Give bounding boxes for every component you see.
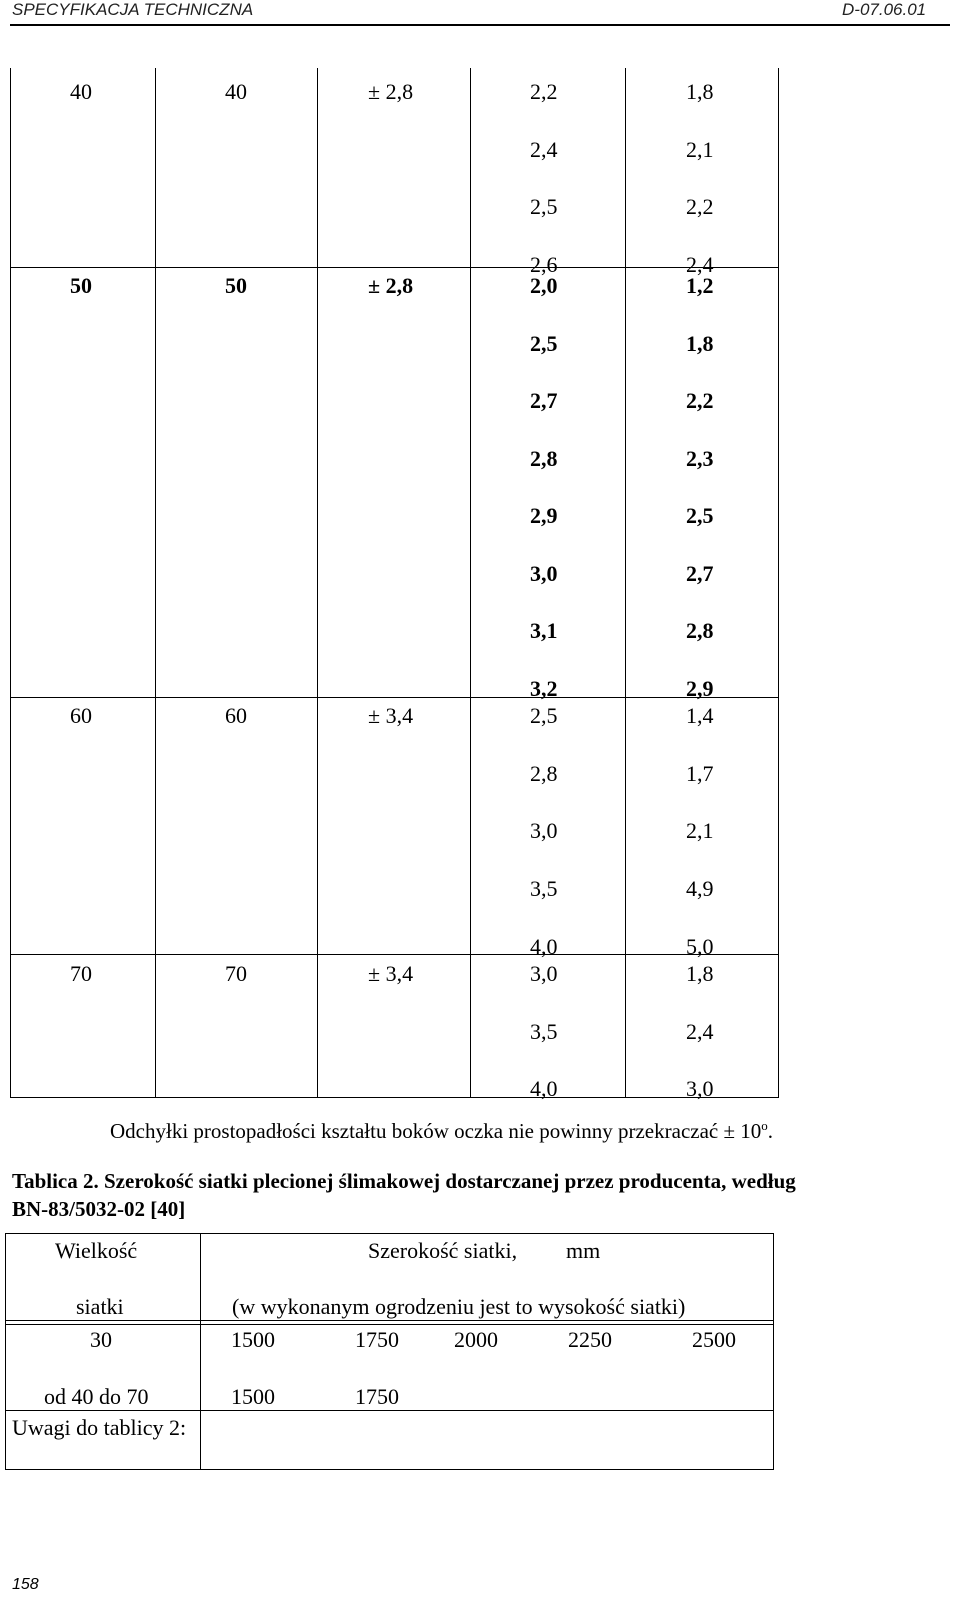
table1-cell-value: 4,0 xyxy=(530,933,558,959)
table2-cell: 2500 xyxy=(692,1327,736,1352)
table1-cell-value: 3,0 xyxy=(530,818,558,844)
table2-cell-size: 30 xyxy=(90,1327,112,1352)
table1-cell-value: 3,0 xyxy=(530,961,558,986)
table2-border-top xyxy=(5,1233,774,1234)
table1-cell-value: 2,9 xyxy=(686,675,714,701)
table1-cell-value: 3,0 xyxy=(530,560,558,586)
table2-cell: 1750 xyxy=(355,1327,399,1352)
table1-row-separator xyxy=(10,954,779,955)
table1-cell-size-a: 60 xyxy=(70,703,92,728)
table1-cell-size-a: 50 xyxy=(70,273,92,298)
table1-cell-tolerance: ± 3,4 xyxy=(368,961,414,986)
table1-cell-value: 2,2 xyxy=(686,194,714,219)
table2-border-left xyxy=(5,1233,6,1469)
table2-cell: 2000 xyxy=(454,1327,498,1352)
table1-border-bottom xyxy=(10,1097,779,1098)
table2-divider xyxy=(200,1233,201,1469)
table1-cell-value: 2,4 xyxy=(686,1018,714,1044)
table1-cell-value: 5,0 xyxy=(686,933,714,959)
tolerance-note: Odchyłki prostopadłości kształtu boków oczka nie powinny przekraczać ± $10^o$. xyxy=(110,1118,773,1143)
table1-cell-value: 1,8 xyxy=(686,79,714,104)
table2-remarks: Uwagi do tablicy 2: xyxy=(12,1415,187,1440)
table1-cell-value: 2,3 xyxy=(686,445,714,471)
table1-cell-value: 2,9 xyxy=(530,503,558,528)
table2-cell: 1500 xyxy=(231,1384,275,1409)
table1-cell-value: 3,1 xyxy=(530,618,558,643)
page-number: 158 xyxy=(12,1576,39,1593)
table1-cell-value: 2,0 xyxy=(530,273,558,298)
table1-cell-value: 1,4 xyxy=(686,703,714,728)
table2-cell: 1750 xyxy=(355,1384,399,1409)
table2-head-size-sub: siatki xyxy=(76,1294,124,1319)
table1-cell-value: 4,9 xyxy=(686,876,714,902)
table1-cell-size-b: 60 xyxy=(225,703,247,728)
table1-cell-value: 2,1 xyxy=(686,136,714,162)
table1-cell-value: 2,4 xyxy=(530,136,558,162)
table1-row-separator xyxy=(10,697,779,698)
table2-head-width-sub: (w wykonanym ogrodzeniu jest to wysokość siatki) xyxy=(232,1294,686,1319)
table1-cell-value: 2,5 xyxy=(530,194,558,219)
table1-cell-value: 3,2 xyxy=(530,675,558,701)
table1-cell-value: 2,4 xyxy=(686,251,714,277)
header-code: D-07.06.01 xyxy=(842,0,927,19)
table1-cell-value: 2,7 xyxy=(530,388,558,413)
table2-head-size: Wielkość xyxy=(55,1238,138,1263)
table1-cell-value: 1,8 xyxy=(686,961,714,986)
table2-border-bottom xyxy=(5,1469,774,1470)
table1-divider xyxy=(317,68,318,1098)
table1-row-separator xyxy=(10,267,779,268)
table1-cell-value: 3,5 xyxy=(530,1018,558,1044)
table2-head-unit: mm xyxy=(566,1238,601,1263)
table1-cell-value: 2,5 xyxy=(530,703,558,728)
table1-cell-tolerance: ± 2,8 xyxy=(368,273,414,298)
table2-header-rule xyxy=(5,1320,774,1321)
table1-cell-value: 2,6 xyxy=(530,251,558,277)
table1-cell-value: 2,5 xyxy=(530,330,558,356)
table-2-caption-line1: Tablica 2. Szerokość siatki plecionej ślimakowej dostarczanej przez producenta, według xyxy=(12,1169,796,1193)
table1-cell-value: 4,0 xyxy=(530,1076,558,1101)
header-title: SPECYFIKACJA TECHNICZNA xyxy=(12,0,254,19)
table1-border-left xyxy=(10,68,11,1098)
table1-divider xyxy=(155,68,156,1098)
table1-border-right xyxy=(778,68,779,1098)
table1-cell-size-b: 50 xyxy=(225,273,247,298)
table1-cell-size-a: 40 xyxy=(70,79,92,104)
table1-cell-value: 3,0 xyxy=(686,1076,714,1101)
table1-cell-value: 2,8 xyxy=(530,445,558,471)
table1-cell-value: 2,8 xyxy=(530,760,558,786)
table2-cell: 2250 xyxy=(568,1327,612,1352)
table2-row-separator xyxy=(5,1410,774,1411)
table1-cell-value: 1,2 xyxy=(686,273,714,298)
table1-cell-size-b: 70 xyxy=(225,961,247,986)
table2-header-rule xyxy=(5,1324,774,1325)
table1-divider xyxy=(470,68,471,1098)
table1-cell-value: 1,8 xyxy=(686,330,714,356)
table1-cell-value: 3,5 xyxy=(530,876,558,902)
table2-cell-size: od 40 do 70 xyxy=(44,1384,149,1409)
table1-cell-tolerance: ± 3,4 xyxy=(368,703,414,728)
table1-cell-value: 2,2 xyxy=(686,388,714,413)
table1-cell-value: 2,7 xyxy=(686,560,714,586)
table1-cell-value: 1,7 xyxy=(686,760,714,786)
table2-border-right xyxy=(773,1233,774,1469)
table1-cell-value: 2,2 xyxy=(530,79,558,104)
table1-cell-value: 2,5 xyxy=(686,503,714,528)
table2-cell: 1500 xyxy=(231,1327,275,1352)
header-rule xyxy=(10,24,950,26)
table1-divider xyxy=(625,68,626,1098)
table1-cell-size-a: 70 xyxy=(70,961,92,986)
table-2-caption-line2: BN-83/5032-02 [40] xyxy=(12,1197,186,1221)
table1-cell-size-b: 40 xyxy=(225,79,247,104)
table1-cell-tolerance: ± 2,8 xyxy=(368,79,414,104)
table1-cell-value: 2,8 xyxy=(686,618,714,643)
table2-head-width: Szerokość siatki, xyxy=(368,1238,518,1263)
table1-cell-value: 2,1 xyxy=(686,818,714,844)
